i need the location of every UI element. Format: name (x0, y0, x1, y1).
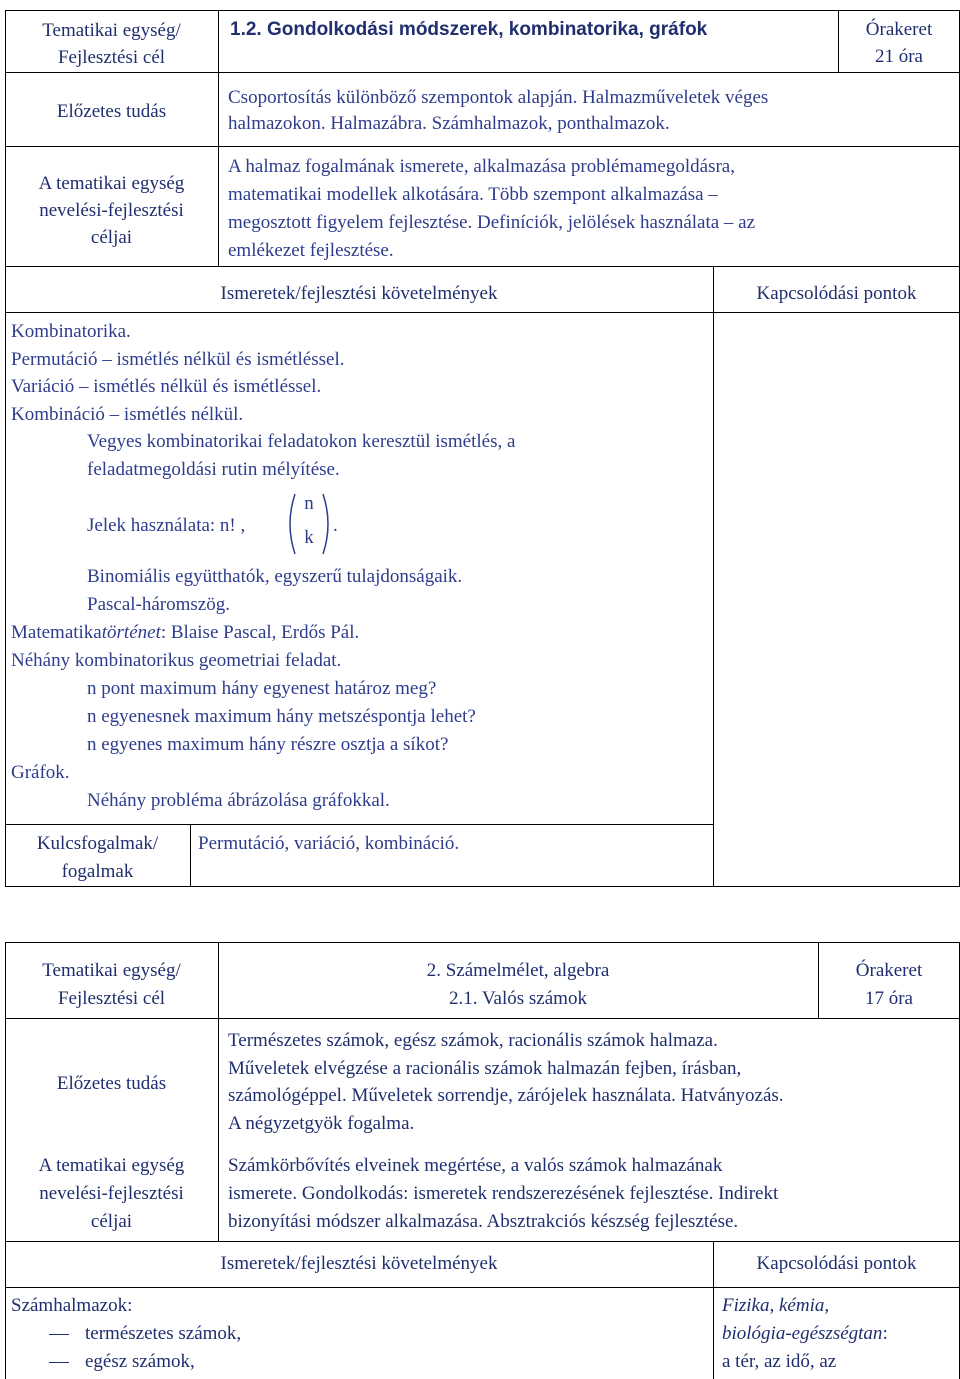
jelek-prefix: Jelek használata: n! , (87, 515, 246, 536)
content-line: Gráfok. (11, 762, 70, 783)
label-fejlesztesi-cel: Fejlesztési cél (57, 47, 166, 68)
label-celjai-2-2: nevelési-fejlesztési (39, 1183, 184, 1204)
elozetes-line-1: Csoportosítás különböző szempontok alapján. Halmazműveletek véges (228, 87, 769, 108)
content-line: feladatmegoldási rutin mélyítése. (87, 458, 340, 480)
orakeret-label-2: Órakeret (855, 960, 923, 981)
content-line: n egyenes maximum hány részre osztja a síkot? (87, 734, 449, 755)
unit-subtitle-2: 2.1. Valós számok (449, 988, 587, 1009)
content-line: n egyenesnek maximum hány metszéspontja lehet? (87, 706, 476, 727)
content-line: Kombinatorika. (11, 321, 131, 342)
header-kapcsolodasi-2: Kapcsolódási pontok (756, 1253, 917, 1274)
content-line: Néhány kombinatorikus geometriai feladat. (11, 650, 342, 671)
kapcs-line-2-suffix: : (882, 1323, 888, 1344)
label-kulcsfogalmak: Kulcsfogalmak/ (36, 833, 159, 854)
unit-title-2: 2. Számelmélet, algebra (426, 960, 610, 981)
kulcsfogalmak-text: Permutáció, variáció, kombináció. (198, 833, 460, 854)
orakeret-value-2: 17 óra (864, 988, 913, 1009)
celjai2-line-1: Számkörbővítés elveinek megértése, a valós számok halmazának (228, 1155, 723, 1176)
celjai-line-4: emlékezet fejlesztése. (228, 240, 394, 261)
kapcs-line-2 (722, 1320, 888, 1348)
content-line: Binomiális együtthatók, egyszerű tulajdonságaik. (87, 566, 463, 587)
label-tematikai-egyseg: Tematikai egység/ (42, 20, 181, 41)
jelek-line (87, 512, 245, 539)
unit-title: 1.2. Gondolkodási módszerek, kombinatorika, gráfok (230, 19, 708, 40)
content-line: n pont maximum hány egyenest határoz meg? (87, 678, 437, 699)
label-tematikai-egyseg-2: Tematikai egység/ (42, 960, 181, 981)
content-line: Vegyes kombinatorikai feladatokon keresztül ismétlés, a (87, 431, 516, 452)
label-elozetes-tudas: Előzetes tudás (56, 101, 167, 122)
elozetes2-line-1: Természetes számok, egész számok, racionális számok halmaza. (228, 1030, 718, 1051)
celjai2-line-2: ismerete. Gondolkodás: ismeretek rendszerezésének fejlesztése. Indirekt (228, 1183, 779, 1204)
content-line: Pascal-háromszög. (87, 594, 230, 615)
binom-top: n (304, 493, 314, 514)
label-celjai-2-3: céljai (90, 1211, 133, 1232)
label-fogalmak: fogalmak (61, 861, 134, 882)
label-celjai-1: A tematikai egység (38, 173, 185, 194)
label-elozetes-tudas-2: Előzetes tudás (56, 1073, 167, 1094)
kapcs-line-3: a tér, az idő, az (722, 1351, 837, 1372)
dash-icon (49, 1334, 69, 1335)
header-ismeretek: Ismeretek/fejlesztési követelmények (220, 283, 498, 304)
label-celjai-2-1: A tematikai egység (38, 1155, 185, 1176)
header-ismeretek-2: Ismeretek/fejlesztési követelmények (220, 1253, 498, 1274)
kapcs-line-1: Fizika, kémia, (722, 1295, 830, 1316)
kapcs-line-2-italic: biológia-egészségtan (722, 1323, 883, 1344)
bullet-text: természetes számok, (85, 1323, 242, 1344)
label-celjai-3: céljai (90, 227, 133, 248)
binom-bottom: k (304, 527, 314, 548)
header-kapcsolodasi: Kapcsolódási pontok (756, 283, 917, 304)
content-line: Variáció – ismétlés nélkül és ismétléssel. (11, 376, 322, 397)
history-italic: történet (101, 622, 161, 643)
celjai-line-2: matematikai modellek alkotására. Több szempont alkalmazása – (228, 184, 718, 205)
celjai-line-3: megosztott figyelem fejlesztése. Definíciók, jelölések használata – az (228, 212, 756, 233)
binomial-symbol (285, 490, 333, 558)
history-suffix: : Blaise Pascal, Erdős Pál. (160, 622, 360, 643)
jelek-suffix: . (333, 515, 338, 536)
elozetes2-line-3: számológéppel. Műveletek sorrendje, zárójelek használata. Hatványozás. (228, 1085, 784, 1106)
elozetes2-line-4: A négyzetgyök fogalma. (228, 1112, 415, 1134)
bullet-text: egész számok, (85, 1351, 195, 1372)
celjai-line-1: A halmaz fogalmának ismerete, alkalmazása problémamegoldásra, (228, 156, 735, 177)
celjai2-line-3: bizonyítási módszer alkalmazása. Absztrakciós készség fejlesztése. (228, 1211, 739, 1232)
elozetes2-line-2: Műveletek elvégzése a racionális számok halmazán fejben, írásban, (228, 1057, 742, 1079)
orakeret-value: 21 óra (874, 46, 923, 67)
content2-bullet-1 (11, 1320, 241, 1348)
content2-bullet-2 (11, 1348, 241, 1376)
label-celjai-2: nevelési-fejlesztési (39, 200, 184, 221)
history-prefix: Matematika (11, 622, 102, 643)
label-fejlesztesi-cel-2: Fejlesztési cél (57, 988, 166, 1009)
content-line: Permutáció – ismétlés nélkül és ismétléssel. (11, 348, 345, 370)
content-line: Kombináció – ismétlés nélkül. (11, 403, 244, 425)
content2-line: Számhalmazok: (11, 1295, 133, 1316)
elozetes-line-2: halmazokon. Halmazábra. Számhalmazok, ponthalmazok. (228, 113, 670, 134)
orakeret-label: Órakeret (865, 19, 933, 40)
content-line-history (11, 619, 476, 647)
dash-icon (49, 1362, 69, 1363)
content-line: Néhány probléma ábrázolása gráfokkal. (87, 790, 390, 811)
